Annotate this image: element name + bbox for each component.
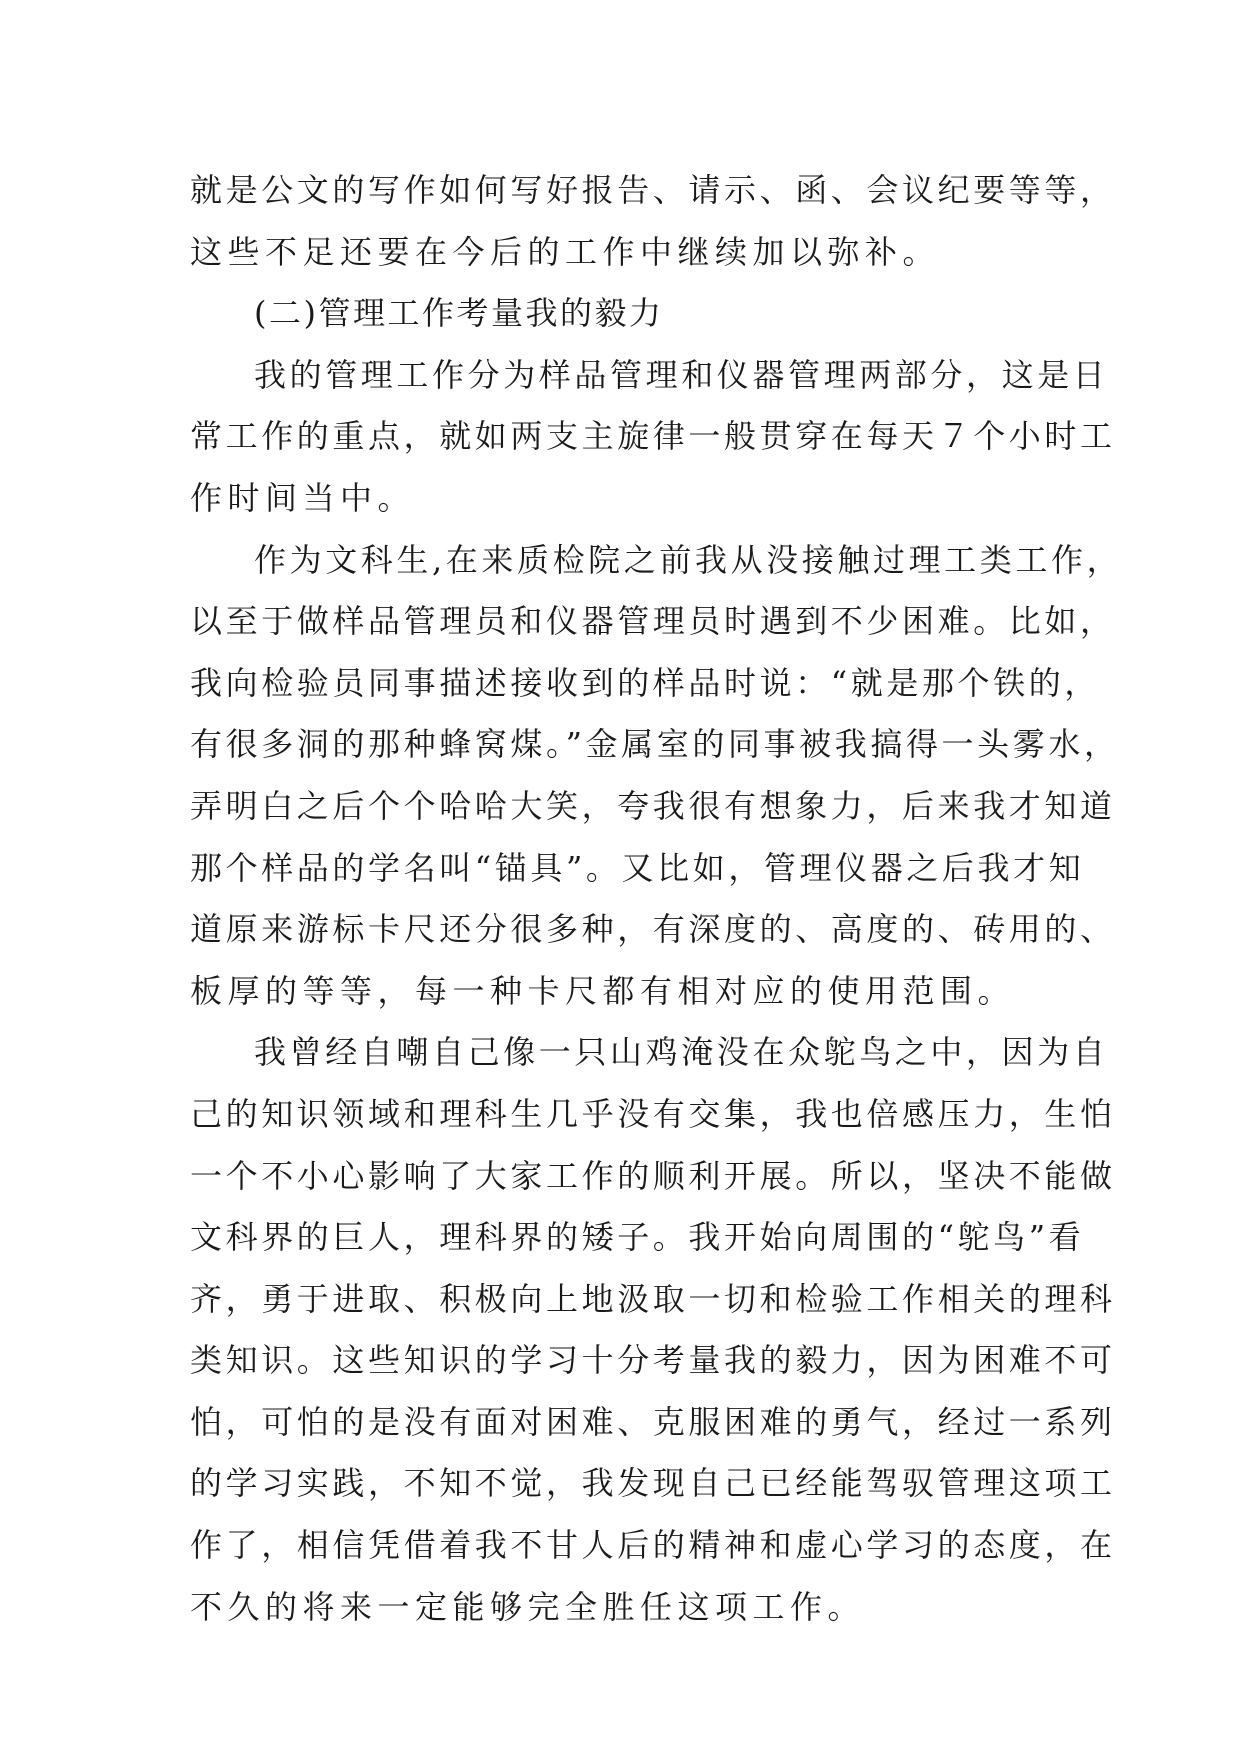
paragraph-line: 弄明白之后个个哈哈大笑，夸我很有想象力，后来我才知道 [190, 786, 1116, 825]
paragraph-line: 常工作的重点，就如两支主旋律一般贯穿在每天７个小时工 [190, 417, 1116, 456]
paragraph-line: 有很多洞的那种蜂窝煤。”金属室的同事被我搞得一头雾水， [190, 725, 1120, 764]
paragraph-line: 文科界的巨人，理科界的矮子。我开始向周围的“鸵鸟”看 [190, 1218, 1085, 1257]
paragraph-line: 就是公文的写作如何写好报告、请示、函、会议纪要等等， [190, 171, 1116, 209]
paragraph-line: 我向检验员同事描述接收到的样品时说：“就是那个铁的， [190, 663, 1100, 702]
paragraph-line: 作为文科生,在来质检院之前我从没接触过理工类工作， [254, 540, 1123, 579]
paragraph-line: 不久的将来一定能够完全胜任这项工作。 [190, 1587, 866, 1626]
paragraph-line: 齐，勇于进取、积极向上地汲取一切和检验工作相关的理科 [190, 1279, 1116, 1318]
section-heading: (二)管理工作考量我的毅力 [254, 294, 664, 333]
paragraph-line: 道原来游标卡尺还分很多种，有深度的、高度的、砖用的、 [190, 910, 1116, 949]
paragraph-line: 这些不足还要在今后的工作中继续加以弥补。 [190, 232, 941, 271]
document-body [190, 160, 1123, 1638]
paragraph-line: 类知识。这些知识的学习十分考量我的毅力，因为困难不可 [190, 1341, 1116, 1380]
paragraph-line: 一个不小心影响了大家工作的顺利开展。所以，坚决不能做 [190, 1156, 1116, 1195]
paragraph-line: 作时间当中。 [190, 478, 416, 517]
paragraph-line: 的学习实践，不知不觉，我发现自己已经能驾驭管理这项工 [190, 1464, 1116, 1503]
paragraph-line: 作了，相信凭借着我不甘人后的精神和虚心学习的态度，在 [190, 1526, 1116, 1565]
paragraph-line: 以至于做样品管理员和仪器管理员时遇到不少困难。比如， [190, 602, 1116, 641]
paragraph-line: 我的管理工作分为样品管理和仪器管理两部分，这是日 [254, 355, 1109, 394]
paragraph-line: 我曾经自嘲自己像一只山鸡淹没在众鸵鸟之中，因为自 [254, 1033, 1109, 1072]
paragraph-line: 己的知识领域和理科生几乎没有交集，我也倍感压力，生怕 [190, 1094, 1116, 1133]
paragraph-line: 怕，可怕的是没有面对困难、克服困难的勇气，经过一系列 [190, 1402, 1116, 1441]
paragraph-line: 那个样品的学名叫“锚具”。又比如，管理仪器之后我才知 [190, 848, 1085, 887]
paragraph-line: 板厚的等等，每一种卡尺都有相对应的使用范围。 [190, 971, 1016, 1010]
